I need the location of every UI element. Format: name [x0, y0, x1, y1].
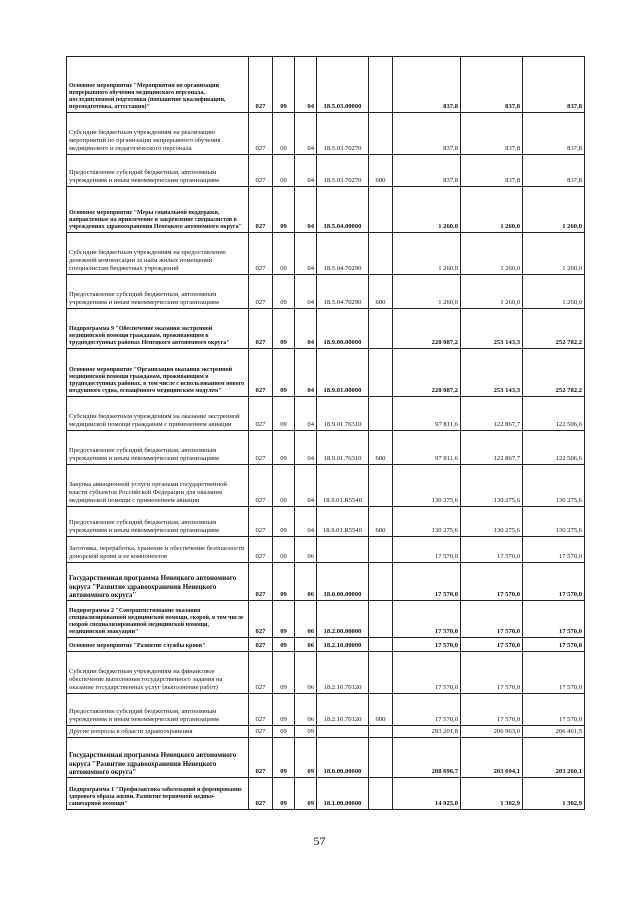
- target-article: 18.9.01.76310: [317, 431, 369, 465]
- subsection-code: 04: [295, 465, 317, 507]
- row-name: Предоставление субсидий бюджетным, автономным учреждениям и иным некоммерческим организациям: [67, 694, 249, 726]
- subsection-code: 04: [295, 349, 317, 397]
- row-name: Подпрограмма 1 "Профилактика заболеваний и формирование здорового образа жизни. Развитие первичной медико-санитарной помощи": [67, 778, 249, 810]
- target-article: [317, 726, 369, 738]
- section-code: 09: [273, 187, 295, 233]
- amount-year-3: 1 302,9: [523, 778, 585, 810]
- row-name: Заготовка, переработка, хранение и обеспечение безопасности донорской крови и ее компонентов: [67, 537, 249, 563]
- row-name: Субсидии бюджетным учреждениям на финансовое обеспечение выполнения государственного задания на оказание государственных услуг (выполнение работ): [67, 652, 249, 694]
- amount-year-3: 17 570,0: [523, 563, 585, 601]
- section-code: 09: [273, 57, 295, 113]
- ministry-code: 027: [249, 397, 273, 431]
- amount-year-3: 122 506,6: [523, 397, 585, 431]
- budget-table: [66, 56, 585, 810]
- amount-year-2: 17 570,0: [461, 694, 523, 726]
- section-code: 09: [273, 507, 295, 537]
- expense-type: [369, 778, 393, 810]
- amount-year-2: 130 275,6: [461, 465, 523, 507]
- amount-year-3: 130 275,6: [523, 465, 585, 507]
- amount-year-2: 17 570,0: [461, 537, 523, 563]
- ministry-code: 027: [249, 507, 273, 537]
- ministry-code: 027: [249, 537, 273, 563]
- subsection-code: 06: [295, 652, 317, 694]
- expense-type: [369, 726, 393, 738]
- subsection-code: 04: [295, 233, 317, 275]
- target-article: 18.1.00.00000: [317, 778, 369, 810]
- amount-year-1: 17 570,0: [393, 638, 461, 652]
- amount-year-1: 1 260,0: [393, 187, 461, 233]
- amount-year-3: 1 260,0: [523, 187, 585, 233]
- amount-year-1: 17 570,0: [393, 601, 461, 638]
- amount-year-2: 203 694,1: [461, 738, 523, 778]
- amount-year-3: 203 260,1: [523, 738, 585, 778]
- amount-year-2: 17 570,0: [461, 638, 523, 652]
- target-article: 18.9.01.00000: [317, 349, 369, 397]
- target-article: 18.9.00.00000: [317, 309, 369, 349]
- table-row: [67, 537, 585, 563]
- row-name: Предоставление субсидий бюджетным, автономным учреждениям и иным некоммерческим организациям: [67, 431, 249, 465]
- table-row: [67, 187, 585, 233]
- table-row: [67, 652, 585, 694]
- ministry-code: 027: [249, 113, 273, 155]
- amount-year-3: 17 570,0: [523, 694, 585, 726]
- amount-year-3: 122 506,6: [523, 431, 585, 465]
- target-article: 18.0.00.00000: [317, 563, 369, 601]
- amount-year-3: 252 782,2: [523, 349, 585, 397]
- amount-year-1: 17 570,0: [393, 694, 461, 726]
- amount-year-3: 130 275,6: [523, 507, 585, 537]
- subsection-code: 04: [295, 507, 317, 537]
- target-article: 18.0.00.00000: [317, 738, 369, 778]
- amount-year-1: 837,8: [393, 113, 461, 155]
- table-row: [67, 563, 585, 601]
- target-article: 18.5.04.00000: [317, 187, 369, 233]
- target-article: 18.5.03.70270: [317, 155, 369, 187]
- table-row: [67, 638, 585, 652]
- section-code: 09: [273, 275, 295, 309]
- subsection-code: 09: [295, 726, 317, 738]
- section-code: 09: [273, 726, 295, 738]
- table-row: [67, 694, 585, 726]
- target-article: 18.2.10.70120: [317, 694, 369, 726]
- amount-year-3: 837,8: [523, 57, 585, 113]
- ministry-code: 027: [249, 638, 273, 652]
- expense-type: [369, 738, 393, 778]
- section-code: 09: [273, 601, 295, 638]
- ministry-code: 027: [249, 233, 273, 275]
- ministry-code: 027: [249, 349, 273, 397]
- target-article: 18.9.01.76310: [317, 397, 369, 431]
- amount-year-1: 97 811,6: [393, 397, 461, 431]
- row-name: Субсидии бюджетным учреждениям на реализацию мероприятий по организации непрерывного обучения медицинского и педагогического персонала: [67, 113, 249, 155]
- ministry-code: 027: [249, 155, 273, 187]
- target-article: 18.9.01.R5540: [317, 465, 369, 507]
- subsection-code: 06: [295, 537, 317, 563]
- expense-type: 600: [369, 694, 393, 726]
- amount-year-1: 228 087,2: [393, 349, 461, 397]
- amount-year-2: 1 260,0: [461, 233, 523, 275]
- amount-year-2: 837,8: [461, 155, 523, 187]
- row-name: Государственная программа Ненецкого автономного округа "Развитие здравоохранения Ненецкого автономного округа": [67, 563, 249, 601]
- amount-year-1: 130 275,6: [393, 507, 461, 537]
- subsection-code: 04: [295, 155, 317, 187]
- subsection-code: 09: [295, 738, 317, 778]
- subsection-code: 06: [295, 601, 317, 638]
- section-code: 09: [273, 738, 295, 778]
- amount-year-2: 1 260,0: [461, 275, 523, 309]
- section-code: 09: [273, 778, 295, 810]
- amount-year-2: 1 302,9: [461, 778, 523, 810]
- section-code: 09: [273, 233, 295, 275]
- expense-type: [369, 233, 393, 275]
- amount-year-3: 17 570,0: [523, 601, 585, 638]
- amount-year-2: 130 275,6: [461, 507, 523, 537]
- target-article: 18.5.04.70290: [317, 233, 369, 275]
- target-article: 18.5.03.00000: [317, 57, 369, 113]
- table-row: [67, 233, 585, 275]
- row-name: Другие вопросы в области здравоохранения: [67, 726, 249, 738]
- row-name: Основное мероприятие "Меры социальной поддержки, направленные на привлечение и закрепление специалистов в учреждениях здравоохранения Ненецкого автономного округа": [67, 187, 249, 233]
- table-row: [67, 57, 585, 113]
- row-name: Основное мероприятие "Организация оказания экстренной медицинской помощи гражданам, проживающим в труднодоступных районах, в том числе с использованием нового воздушного судна, оснащённого медицинским модулем": [67, 349, 249, 397]
- amount-year-3: 17 570,0: [523, 652, 585, 694]
- subsection-code: 04: [295, 187, 317, 233]
- table-body: [67, 57, 585, 810]
- ministry-code: 027: [249, 57, 273, 113]
- section-code: 09: [273, 465, 295, 507]
- amount-year-1: 228 087,2: [393, 309, 461, 349]
- amount-year-3: 1 260,0: [523, 233, 585, 275]
- target-article: 18.2.10.70120: [317, 652, 369, 694]
- row-name: Закупка авиационной услуги органами государственной власти субъектов Российской Федерации для оказания медицинской помощи с применением авиации: [67, 465, 249, 507]
- target-article: 18.5.03.70270: [317, 113, 369, 155]
- amount-year-3: 17 570,0: [523, 537, 585, 563]
- section-code: 09: [273, 563, 295, 601]
- amount-year-2: 17 570,0: [461, 563, 523, 601]
- table-row: [67, 726, 585, 738]
- section-code: 09: [273, 397, 295, 431]
- amount-year-1: 17 570,0: [393, 652, 461, 694]
- expense-type: 600: [369, 507, 393, 537]
- section-code: 09: [273, 113, 295, 155]
- expense-type: [369, 187, 393, 233]
- amount-year-1: 837,8: [393, 57, 461, 113]
- expense-type: [369, 113, 393, 155]
- expense-type: 600: [369, 155, 393, 187]
- table-row: [67, 778, 585, 810]
- amount-year-2: 122 867,7: [461, 397, 523, 431]
- amount-year-2: 17 570,0: [461, 601, 523, 638]
- subsection-code: 04: [295, 57, 317, 113]
- subsection-code: 04: [295, 431, 317, 465]
- subsection-code: 04: [295, 275, 317, 309]
- row-name: Предоставление субсидий бюджетным, автономным учреждениям и иным некоммерческим организациям: [67, 155, 249, 187]
- amount-year-2: 253 143,3: [461, 349, 523, 397]
- target-article: 18.2.10.00000: [317, 638, 369, 652]
- amount-year-1: 1 260,0: [393, 275, 461, 309]
- table-row: [67, 113, 585, 155]
- table-row: [67, 738, 585, 778]
- amount-year-1: 1 260,0: [393, 233, 461, 275]
- target-article: [317, 537, 369, 563]
- table-row: [67, 349, 585, 397]
- table-row: [67, 507, 585, 537]
- ministry-code: 027: [249, 738, 273, 778]
- row-name: Субсидии бюджетным учреждениям на предоставление денежной компенсации за наём жилых помещений специалистам бюджетных учреждений: [67, 233, 249, 275]
- expense-type: [369, 309, 393, 349]
- amount-year-3: 837,8: [523, 155, 585, 187]
- amount-year-3: 206 461,5: [523, 726, 585, 738]
- amount-year-3: 1 260,0: [523, 275, 585, 309]
- expense-type: [369, 601, 393, 638]
- section-code: 09: [273, 349, 295, 397]
- expense-type: 600: [369, 431, 393, 465]
- expense-type: [369, 349, 393, 397]
- amount-year-1: 17 570,0: [393, 563, 461, 601]
- table-row: [67, 155, 585, 187]
- ministry-code: 027: [249, 275, 273, 309]
- amount-year-2: 837,8: [461, 57, 523, 113]
- amount-year-1: 130 275,6: [393, 465, 461, 507]
- amount-year-2: 122 867,7: [461, 431, 523, 465]
- section-code: 09: [273, 638, 295, 652]
- page-number: 57: [313, 834, 326, 848]
- amount-year-1: 288 696,7: [393, 738, 461, 778]
- subsection-code: 09: [295, 778, 317, 810]
- row-name: Основное мероприятие "Мероприятия по организации непрерывного обучения медицинского персонала, последипломной подготовки (повышение квалификации, переподготовка, аттестация)": [67, 57, 249, 113]
- target-article: 18.2.00.00000: [317, 601, 369, 638]
- row-name: Предоставление субсидий бюджетным, автономным учреждениям и иным некоммерческим организациям: [67, 507, 249, 537]
- expense-type: [369, 563, 393, 601]
- table-row: [67, 275, 585, 309]
- amount-year-1: 14 925,0: [393, 778, 461, 810]
- ministry-code: 027: [249, 726, 273, 738]
- row-name: Предоставление субсидий бюджетным, автономным учреждениям и иным некоммерческим организациям: [67, 275, 249, 309]
- subsection-code: 04: [295, 309, 317, 349]
- table-row: [67, 309, 585, 349]
- subsection-code: 04: [295, 113, 317, 155]
- ministry-code: 027: [249, 652, 273, 694]
- amount-year-1: 837,8: [393, 155, 461, 187]
- section-code: 09: [273, 537, 295, 563]
- amount-year-3: 837,8: [523, 113, 585, 155]
- subsection-code: 06: [295, 638, 317, 652]
- ministry-code: 027: [249, 601, 273, 638]
- table-row: [67, 465, 585, 507]
- ministry-code: 027: [249, 187, 273, 233]
- section-code: 09: [273, 652, 295, 694]
- expense-type: [369, 537, 393, 563]
- target-article: 18.5.04.70290: [317, 275, 369, 309]
- amount-year-2: 837,8: [461, 113, 523, 155]
- table-row: [67, 397, 585, 431]
- ministry-code: 027: [249, 563, 273, 601]
- amount-year-1: 97 811,6: [393, 431, 461, 465]
- expense-type: [369, 638, 393, 652]
- amount-year-3: 252 782,2: [523, 309, 585, 349]
- amount-year-1: 293 201,8: [393, 726, 461, 738]
- row-name: Основное мероприятие "Развитие службы крови": [67, 638, 249, 652]
- amount-year-2: 1 260,0: [461, 187, 523, 233]
- subsection-code: 06: [295, 563, 317, 601]
- expense-type: [369, 652, 393, 694]
- section-code: 09: [273, 309, 295, 349]
- section-code: 09: [273, 155, 295, 187]
- expense-type: [369, 57, 393, 113]
- ministry-code: 027: [249, 465, 273, 507]
- row-name: Подпрограмма 2 "Совершенствование оказания специализированной медицинской помощи, скорой, в том числе скорой специализированной медицинской помощи, медицинской эвакуации": [67, 601, 249, 638]
- amount-year-2: 253 143,3: [461, 309, 523, 349]
- expense-type: 600: [369, 275, 393, 309]
- row-name: Подпрограмма 9 "Обеспечение оказания экстренной медицинской помощи гражданам, проживающим в труднодоступных районах Ненецкого автономного округа": [67, 309, 249, 349]
- ministry-code: 027: [249, 778, 273, 810]
- expense-type: [369, 397, 393, 431]
- amount-year-3: 17 570,0: [523, 638, 585, 652]
- ministry-code: 027: [249, 694, 273, 726]
- subsection-code: 06: [295, 694, 317, 726]
- table-row: [67, 431, 585, 465]
- ministry-code: 027: [249, 431, 273, 465]
- table-row: [67, 601, 585, 638]
- row-name: Государственная программа Ненецкого автономного округа "Развитие здравоохранения Ненецкого автономного округа": [67, 738, 249, 778]
- subsection-code: 04: [295, 397, 317, 431]
- amount-year-2: 17 570,0: [461, 652, 523, 694]
- amount-year-2: 206 963,0: [461, 726, 523, 738]
- amount-year-1: 17 570,0: [393, 537, 461, 563]
- row-name: Субсидии бюджетным учреждениям на оказание экстренной медицинской помощи гражданам с применением авиации: [67, 397, 249, 431]
- ministry-code: 027: [249, 309, 273, 349]
- expense-type: [369, 465, 393, 507]
- section-code: 09: [273, 694, 295, 726]
- section-code: 09: [273, 431, 295, 465]
- target-article: 18.9.01.R5540: [317, 507, 369, 537]
